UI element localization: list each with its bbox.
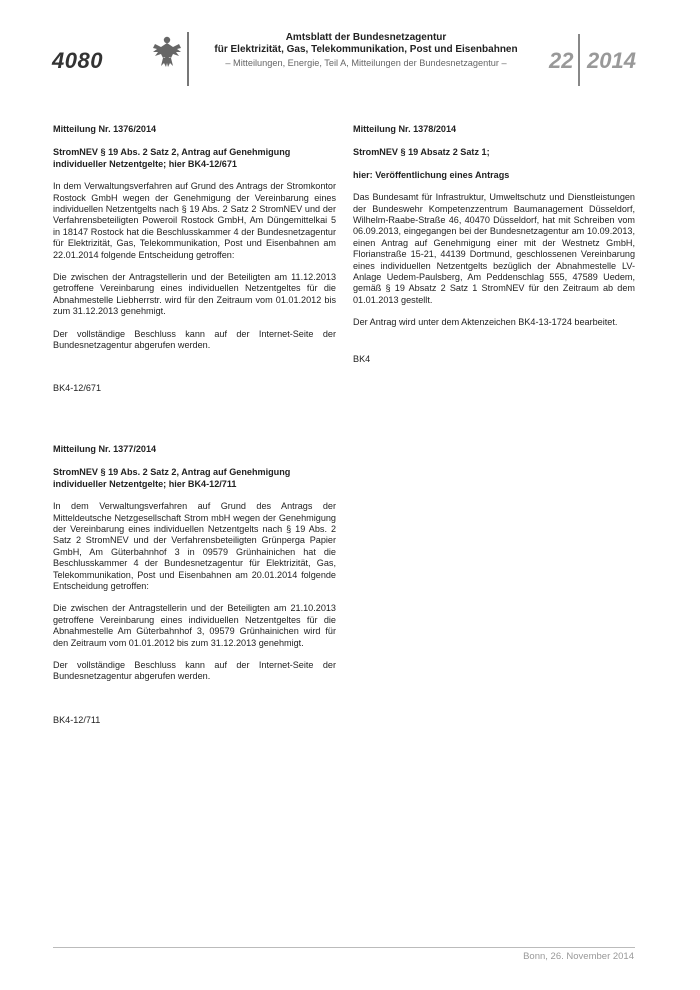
notice-reference: BK4-12/711 (53, 714, 101, 725)
notice-paragraph: In dem Verwaltungsverfahren auf Grund des Antrags der Mitteldeutsche Netzgesellschaft Strom mbH wegen der Genehmigung der Vereinbarung eines individuellen Netzentgelts nach § 19 Abs. 2 Satz 2 StromNEV und der Verfahrensbeteiligten Grünperga Papier GmbH, Am Güterbahnhof 3 in 09579 Grünhainichen hat die Beschlusskammer 4 der Bundesnetzagentur für Elektrizität, Gas, Telekommunikation, Post und Eisenbahnen am 20.01.2014 folgende Entscheidung getroffen: (53, 501, 336, 591)
right-column (353, 124, 635, 365)
page-number: 4080 (52, 48, 103, 73)
gazette-title-line2: für Elektrizität, Gas, Telekommunikation, Post und Eisenbahnen (214, 44, 518, 55)
notice-reference: BK4 (353, 353, 371, 364)
gazette-title-line1: Amtsblatt der Bundesnetzagentur (285, 32, 447, 43)
notice-subject-detail: hier: Veröffentlichung eines Antrags (353, 169, 510, 180)
notice-heading: Mitteilung Nr. 1376/2014 (53, 124, 157, 134)
notice-1378 (353, 124, 635, 365)
notice-subject: StromNEV § 19 Abs. 2 Satz 2, Antrag auf Genehmigung individueller Netzentgelte; hier BK4-12/671 (53, 147, 291, 169)
notice-subject: StromNEV § 19 Abs. 2 Satz 2, Antrag auf Genehmigung individueller Netzentgelte; hier BK4-12/711 (53, 467, 291, 489)
notice-paragraph: Das Bundesamt für Infrastruktur, Umweltschutz und Dienstleistungen der Bundeswehr Kompetenzzentrum Baumanagement Düsseldorf, Wilhelm-Raabe-Straße 46, 40470 Düsseldorf, hat mit Schreiben vom 06.09.2013, eingegangen bei der Bundesnetzagentur am 10.09.2013, einen Antrag auf Genehmigung einer mit der Westnetz GmbH, Florianstraße 15-21, 44139 Dortmund, geschlossenen Vereinbarung eines individuellen Netzentgelts bezüglich der Abnahmestelle LV-Anlage Uedem-Paulsberg, Am Peddenschlag 555, 47589 Uedem, gemäß § 19 Absatz 2 Satz 1 StromNEV für den Zeitraum ab dem 01.01.2013 gestellt. (353, 192, 635, 305)
issue-year: 2014 (587, 48, 636, 73)
notice-paragraph: Die zwischen der Antragstellerin und der Beteiligten am 21.10.2013 getroffene Vereinbarung eines individuellen Netzentgeltes für die Abnahmestelle Am Güterbahnhof 3, 09579 Grünhainichen wird für den Zeitraum vom 01.01.2012 bis zum 31.12.2013 genehmigt. (53, 603, 336, 648)
left-column (53, 124, 336, 726)
notice-heading: Mitteilung Nr. 1378/2014 (353, 124, 457, 134)
gazette-title (196, 32, 536, 56)
notice-paragraph: In dem Verwaltungsverfahren auf Grund des Antrags der Stromkontor Rostock GmbH wegen der Genehmigung der Vereinbarung eines individuellen Netzentgelts nach § 19 Abs. 2 Satz 2 StromNEV und der Verfahrensbeteiligten Poweroil Rostock GmbH, Am Düngemittelkai 5 in 18147 Rostock hat die Beschlusskammer 4 der Bundesnetzagentur für Elektrizität, Gas, Telekommunikation, Post und Eisenbahnen am 22.01.2014 folgende Entscheidung getroffen: (53, 181, 336, 260)
notice-paragraph: Der vollständige Beschluss kann auf der Internet-Seite der Bundesnetzagentur abgerufen werden. (53, 328, 336, 351)
footer-divider (53, 947, 635, 948)
notice-paragraph: Die zwischen der Antragstellerin und der Beteiligten am 11.12.2013 getroffene Vereinbarung eines individuellen Netzentgeltes für die Abnahmestelle Liebherrstr. wird für den Zeitraum vom 01.01.2012 bis zum 31.12.2013 genehmigt. (53, 272, 336, 317)
gazette-subtitle: – Mitteilungen, Energie, Teil A, Mitteilungen der Bundesnetzagentur – (225, 58, 507, 68)
header-divider (187, 32, 189, 86)
notice-subject: StromNEV § 19 Absatz 2 Satz 1; (353, 147, 490, 158)
notice-1376 (53, 124, 336, 394)
notice-paragraph: Der Antrag wird unter dem Aktenzeichen BK4-13-1724 bearbeitet. (353, 317, 618, 328)
federal-eagle-icon (151, 34, 183, 70)
issue-divider (578, 34, 580, 86)
footer-date: Bonn, 26. November 2014 (523, 951, 634, 962)
notice-reference: BK4-12/671 (53, 382, 102, 393)
notice-1377 (53, 444, 336, 726)
notice-heading: Mitteilung Nr. 1377/2014 (53, 443, 157, 454)
issue-number: 22 (549, 48, 574, 73)
notice-paragraph: Der vollständige Beschluss kann auf der Internet-Seite der Bundesnetzagentur abgerufen werden. (53, 660, 336, 682)
